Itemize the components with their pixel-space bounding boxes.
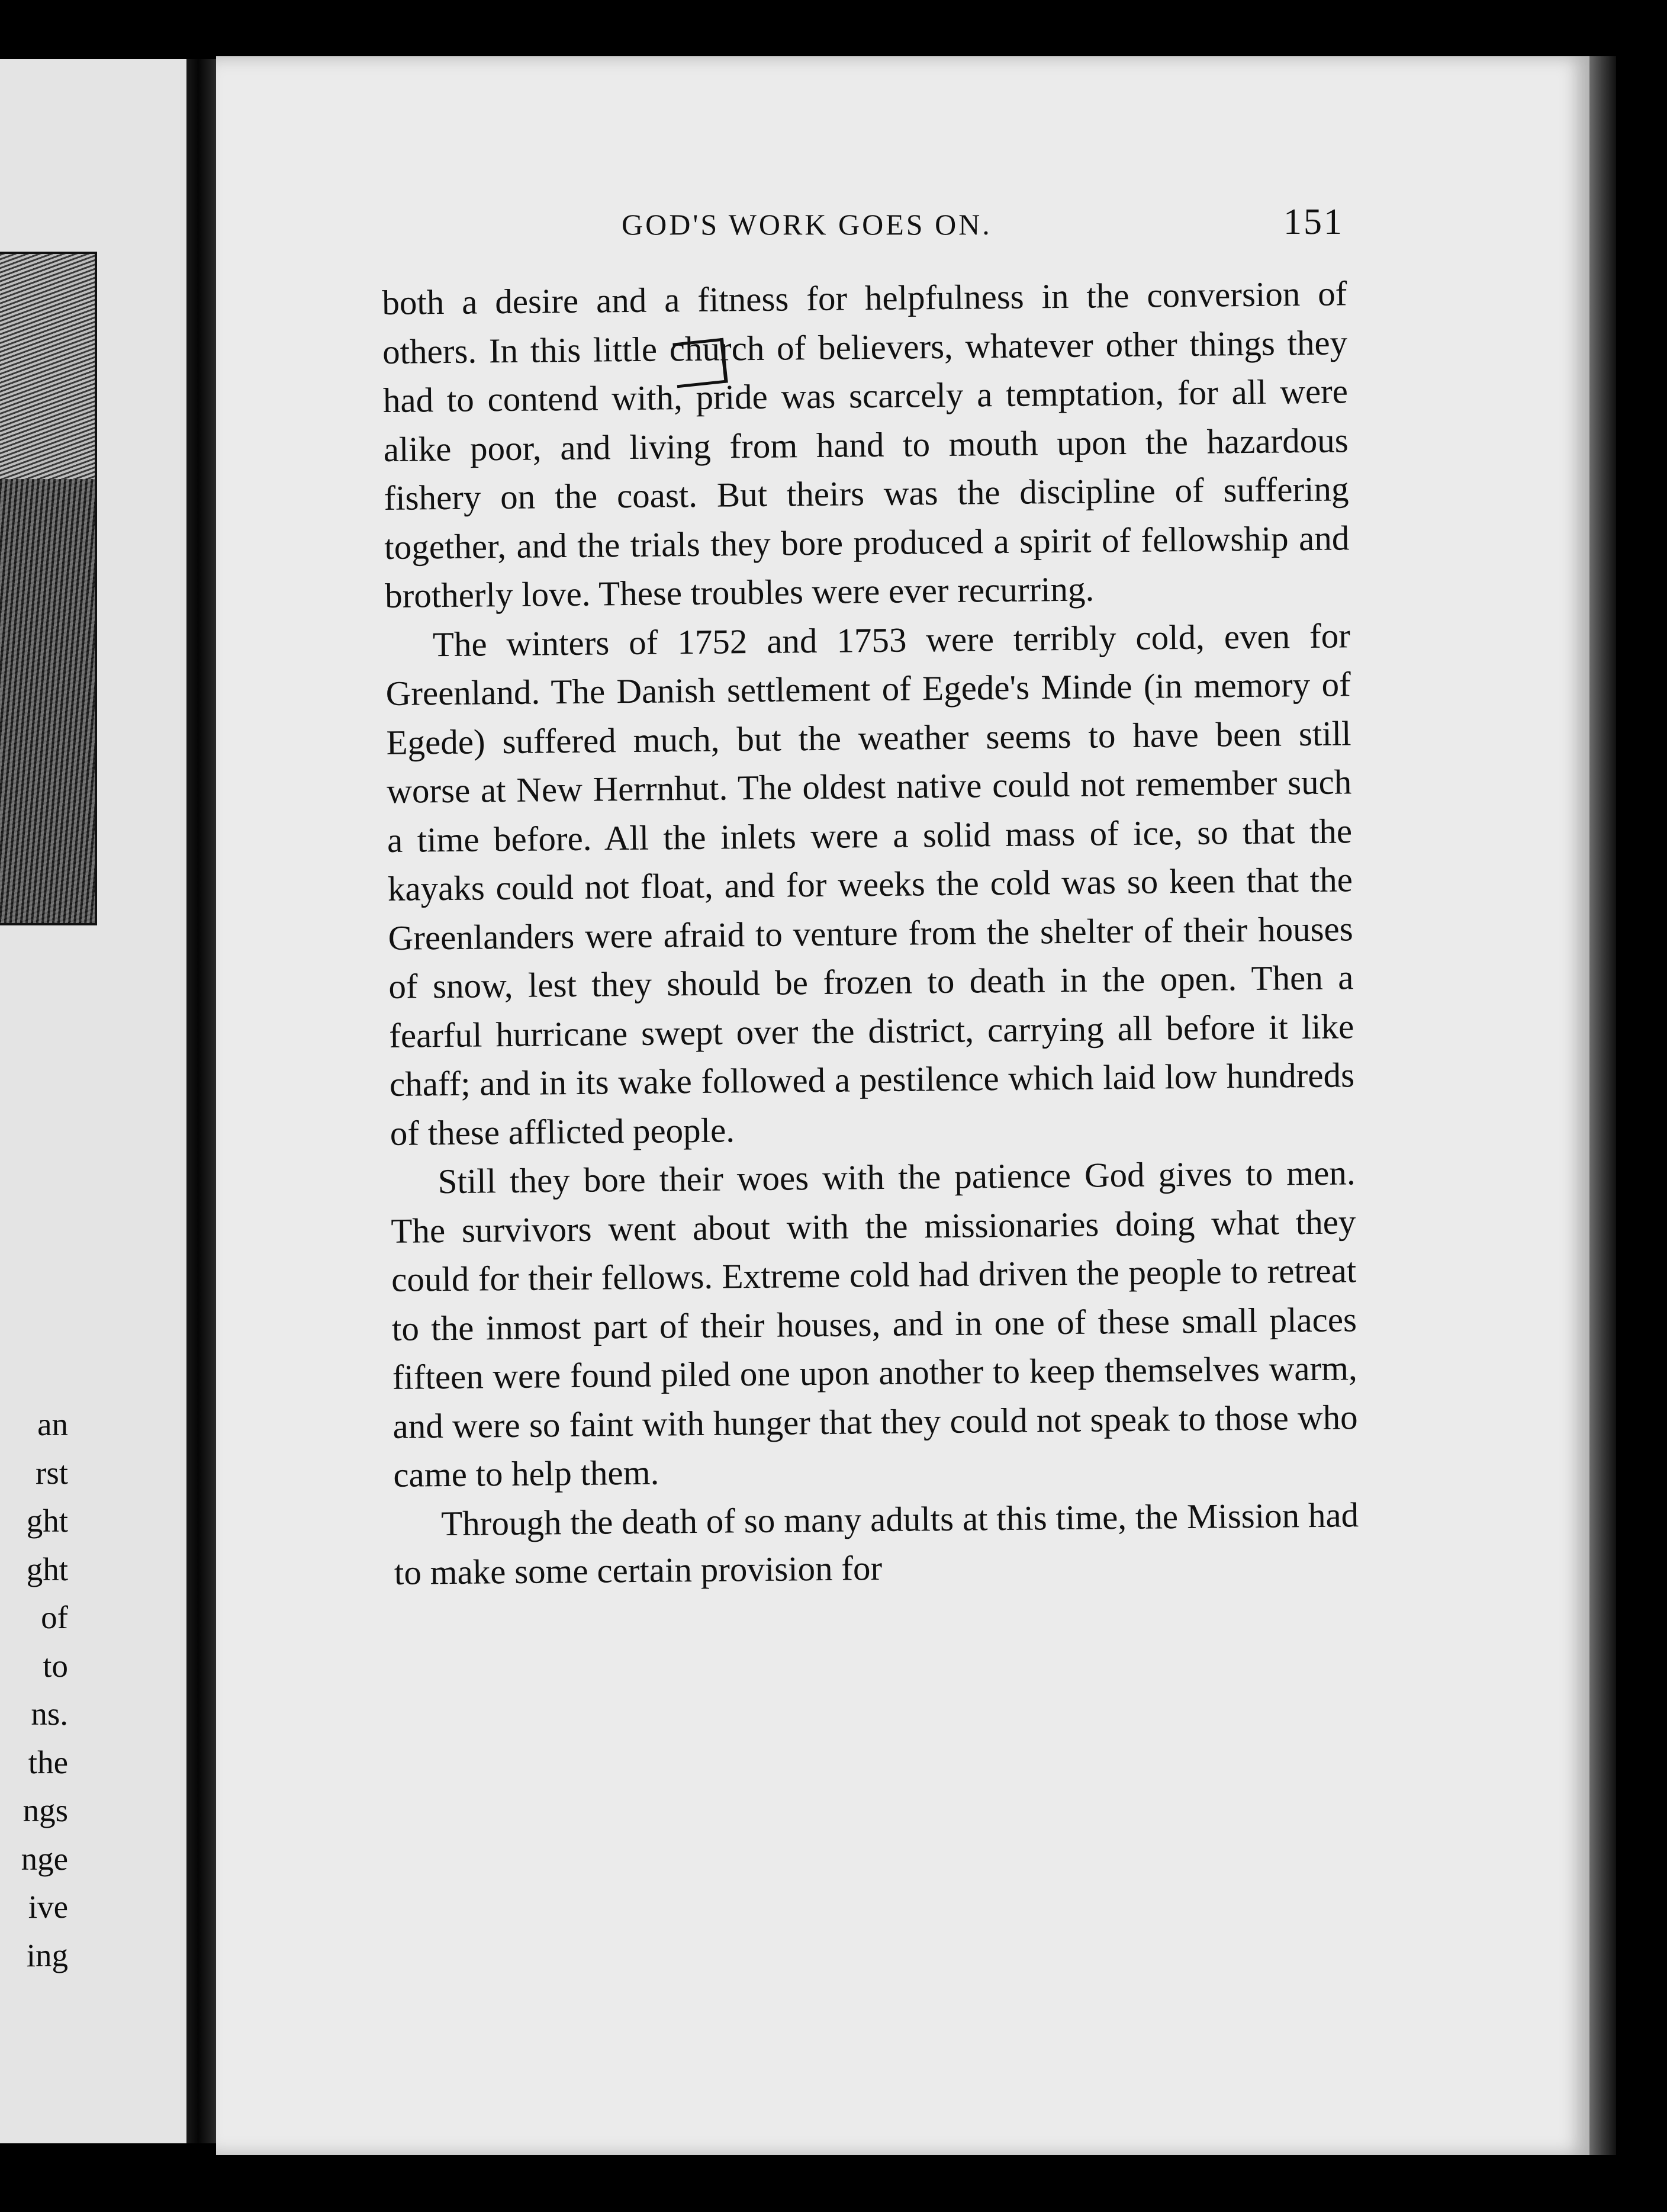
facing-page-illustration [0, 252, 97, 925]
facing-page-fragment: an [37, 1406, 68, 1442]
running-head: GOD'S WORK GOES ON. [622, 208, 992, 241]
paragraph: Through the death of so many adults at this time, the Mission had to make some certain provision for [394, 1494, 1359, 1592]
facing-page-fragment: ght [26, 1551, 68, 1587]
page-edge [1589, 56, 1616, 2155]
facing-page-fragment: ght [26, 1503, 68, 1539]
body-text [382, 269, 1359, 1597]
page-number: 151 [1283, 202, 1344, 242]
book-gutter [186, 59, 216, 2143]
facing-page [0, 59, 186, 2143]
facing-page-fragment: nge [21, 1840, 68, 1877]
paragraph: Still they bore their woes with the patience God gives to men. The survivors went about with the missionaries doing what they could for their fellows. Extreme cold had driven the people to retreat to the inmost part of their houses, and in one of these small places fifteen were found piled one upon another to keep themselves warm, and were so faint with hunger that they could not speak to those who came to help them. [391, 1153, 1358, 1494]
facing-page-fragment: to [43, 1647, 68, 1684]
facing-page-fragment: rst [36, 1454, 68, 1491]
facing-page-text-fragments [0, 1400, 68, 1979]
facing-page-fragment: the [28, 1744, 68, 1780]
facing-page-fragment: ive [28, 1889, 68, 1925]
facing-page-fragment: of [41, 1599, 68, 1635]
paragraph: The winters of 1752 and 1753 were terribly cold, even for Greenland. The Danish settlement of Egede's Minde (in memory of Egede) suffered much, but the weather seems to have been still worse at New Herrnhut. The oldest native could not remember such a time before. All the inlets were a solid mass of ice, so that the kayaks could not float, and for weeks the cold was so keen that the Greenlanders were afraid to venture from the shelter of their houses of snow, lest they should be frozen to death in the open. Then a fearful hurricane swept over the district, carrying all before it like chaff; and in its wake followed a pestilence which laid low hundreds of these afflicted people. [385, 615, 1355, 1153]
page-header [385, 201, 1344, 255]
paragraph: both a desire and a fitness for helpfulness in the conversion of others. In this little church of believers, whatever other things they had to contend with, pride was scarcely a temptation, for all were alike poor, and living from hand to mouth upon the hazardous fishery on the coast. But theirs was the discipline of suffering together, and the trials they bore produced a spirit of fellowship and brotherly love. These troubles were ever recurring. [382, 274, 1350, 615]
facing-page-fragment: ns. [31, 1696, 68, 1732]
handwritten-bracket-mark [672, 338, 728, 388]
facing-page-fragment: ing [26, 1937, 68, 1973]
facing-page-fragment: ngs [22, 1792, 68, 1828]
